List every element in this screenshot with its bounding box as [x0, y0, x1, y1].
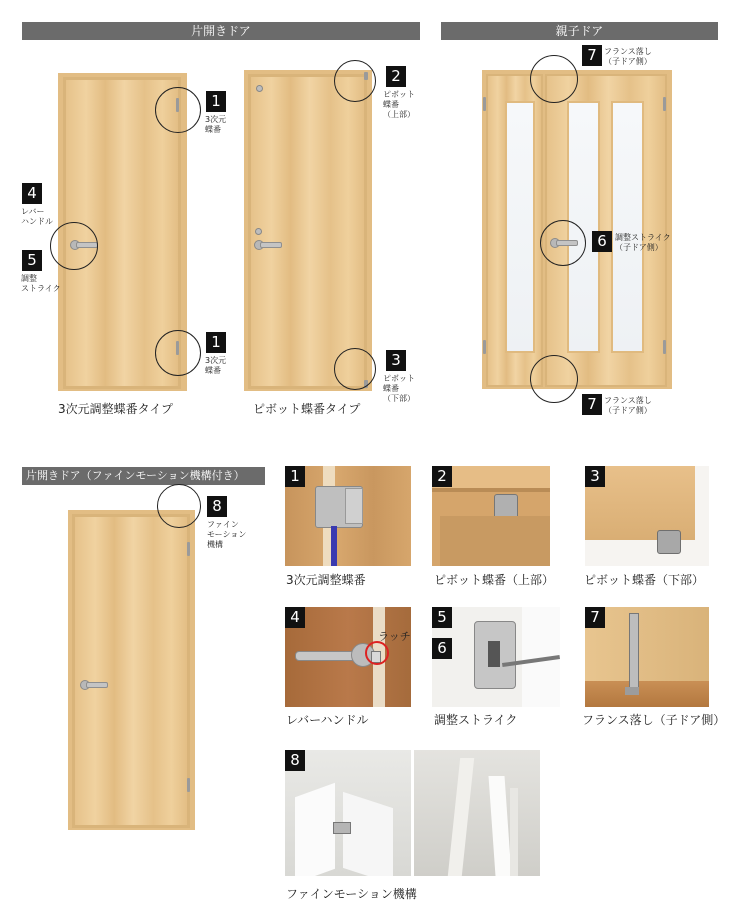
- photo-badge: 2: [432, 466, 452, 487]
- photo-badge: 8: [285, 750, 305, 771]
- callout-label: 3次元 蝶番: [205, 356, 227, 375]
- callout-label: 調整ストライク （子ドア側）: [615, 233, 671, 252]
- section-header-fine-motion: 片開きドア（ファインモーション機構付き）: [22, 467, 265, 485]
- callout-label: ファイン モーション 機構: [207, 520, 247, 549]
- latch-label: ラッチ: [378, 630, 411, 643]
- callout-badge: 1: [206, 91, 226, 112]
- photo-caption: ファインモーション機構: [286, 887, 417, 901]
- photo-caption: レバーハンドル: [286, 713, 369, 727]
- photo-caption: 調整ストライク: [434, 713, 518, 727]
- door-caption: 3次元調整蝶番タイプ: [58, 402, 174, 416]
- callout-label: フランス落し （子ドア側）: [604, 396, 652, 415]
- photo-badge: 3: [585, 466, 605, 487]
- hinge-icon: [187, 542, 190, 556]
- callout-circle: [50, 222, 98, 270]
- callout-circle: [334, 348, 376, 390]
- callout-label: 調整 ストライク: [21, 274, 61, 293]
- hinge-icon: [663, 97, 666, 111]
- door-pivot-hinge: [248, 74, 367, 389]
- hinge-icon: [663, 340, 666, 354]
- callout-badge: 2: [386, 66, 406, 87]
- photo-badge: 1: [285, 466, 305, 487]
- photo-badge: 5: [432, 607, 452, 628]
- keyhole-icon: [255, 228, 262, 235]
- section-header-double-door: 親子ドア: [441, 22, 718, 40]
- photo-badge: 7: [585, 607, 605, 628]
- callout-circle: [540, 220, 586, 266]
- callout-label: ピボット 蝶番 （下部）: [383, 374, 415, 403]
- photo-caption: ピボット蝶番（上部）: [434, 573, 555, 587]
- keyhole-icon: [256, 85, 263, 92]
- callout-label: 3次元 蝶番: [205, 115, 227, 134]
- callout-label: フランス落し （子ドア側）: [604, 47, 652, 66]
- callout-badge: 7: [582, 45, 602, 66]
- callout-circle: [530, 355, 578, 403]
- hinge-icon: [483, 340, 486, 354]
- photo-fine-motion-2: [414, 750, 540, 876]
- callout-circle: [334, 60, 376, 102]
- hinge-icon: [483, 97, 486, 111]
- callout-badge: 8: [207, 496, 227, 517]
- callout-circle: [155, 87, 201, 133]
- door-caption: ピボット蝶番タイプ: [253, 402, 361, 416]
- callout-label: レバー ハンドル: [21, 207, 53, 226]
- callout-badge: 3: [386, 350, 406, 371]
- callout-label: ピボット 蝶番 （上部）: [383, 90, 415, 119]
- photo-caption: 3次元調整蝶番: [286, 573, 366, 587]
- photo-badge: 4: [285, 607, 305, 628]
- photo-caption: フランス落し（子ドア側）: [582, 713, 726, 727]
- callout-badge: 4: [22, 183, 42, 204]
- callout-circle: [530, 55, 578, 103]
- callout-badge: 6: [592, 231, 612, 252]
- callout-circle: [157, 484, 201, 528]
- glass-panel: [611, 101, 644, 353]
- callout-badge: 5: [22, 250, 42, 271]
- callout-circle: [155, 330, 201, 376]
- door-fine-motion: [72, 514, 190, 828]
- glass-panel: [505, 101, 535, 353]
- section-header-single-door: 片開きドア: [22, 22, 420, 40]
- photo-caption: ピボット蝶番（下部）: [584, 573, 705, 587]
- callout-badge: 7: [582, 394, 602, 415]
- hinge-icon: [187, 778, 190, 792]
- callout-badge: 1: [206, 332, 226, 353]
- photo-badge: 6: [432, 638, 452, 659]
